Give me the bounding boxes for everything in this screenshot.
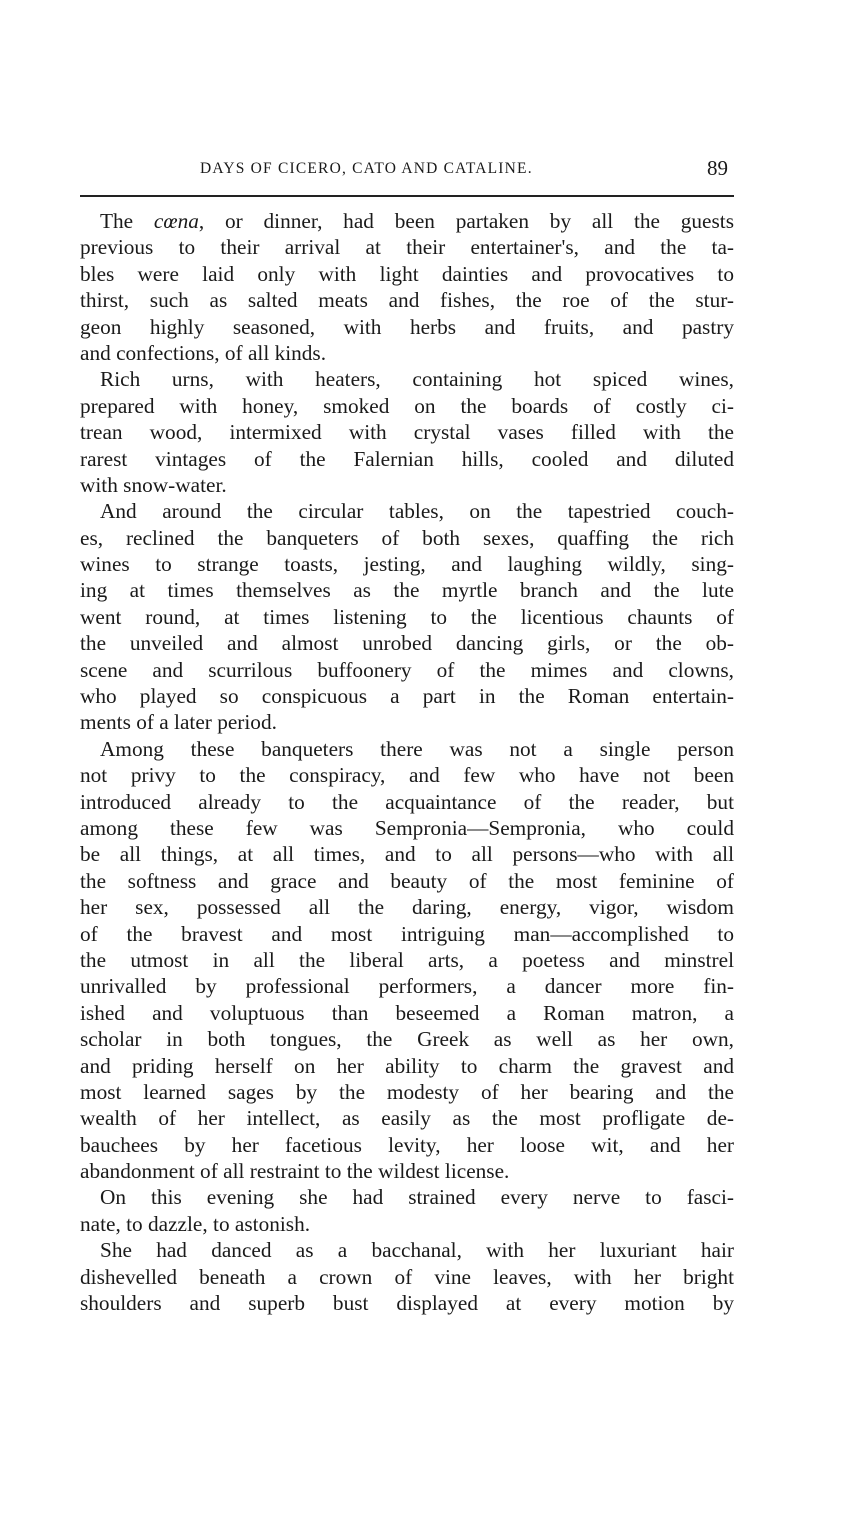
- text-line: who played so conspicuous a part in the Roman entertain-: [80, 684, 734, 709]
- text-line: nate, to dazzle, to astonish.: [80, 1211, 311, 1236]
- text-line: abandonment of all restraint to the wildest license.: [80, 1159, 510, 1184]
- text-line: be all things, at all times, and to all persons—who with all: [80, 842, 734, 867]
- text-line: scene and scurrilous buffoonery of the mimes and clowns,: [80, 657, 734, 682]
- text-line: On this evening she had strained every nerve to fasci-: [100, 1185, 734, 1210]
- text-line: previous to their arrival at their entertainer's, and the ta-: [80, 235, 734, 260]
- text-line: And around the circular tables, on the tapestried couch-: [100, 499, 734, 524]
- text-line: unrivalled by professional performers, a dancer more fin-: [80, 974, 734, 999]
- text-line: prepared with honey, smoked on the boards of costly ci-: [80, 393, 734, 418]
- text-line: the unveiled and almost unrobed dancing girls, or the ob-: [80, 631, 734, 656]
- text-line: ments of a later period.: [80, 710, 277, 735]
- text-line: and confections, of all kinds.: [80, 340, 327, 365]
- running-title: DAYS OF CICERO, CATO AND CATALINE.: [200, 160, 533, 177]
- text-line: Among these banqueters there was not a single person: [100, 736, 734, 761]
- text-line: wealth of her intellect, as easily as the most profligate de-: [80, 1106, 734, 1131]
- body-text: [80, 208, 734, 1316]
- text-line: ished and voluptuous than beseemed a Roman matron, a: [80, 1000, 734, 1025]
- text-line: shoulders and superb bust displayed at every motion by: [80, 1291, 734, 1316]
- text-line: wines to strange toasts, jesting, and laughing wildly, sing-: [80, 552, 734, 577]
- text-line: She had danced as a bacchanal, with her luxuriant hair: [100, 1238, 734, 1263]
- text-line: and priding herself on her ability to charm the gravest and: [80, 1053, 734, 1078]
- paragraph: [80, 498, 734, 736]
- text-line: the utmost in all the liberal arts, a poetess and minstrel: [80, 947, 734, 972]
- text-line: bles were laid only with light dainties and provocatives to: [80, 261, 734, 286]
- text-line: ing at times themselves as the myrtle branch and the lute: [80, 578, 734, 603]
- paragraph: [80, 366, 734, 498]
- text-line: among these few was Sempronia—Sempronia, who could: [80, 815, 734, 840]
- text-line: The cœna, or dinner, had been partaken by all the guests: [100, 209, 735, 233]
- text-line: trean wood, intermixed with crystal vases filled with the: [80, 420, 734, 445]
- text-line: most learned sages by the modesty of her bearing and the: [80, 1079, 734, 1104]
- text-line: dishevelled beneath a crown of vine leaves, with her bright: [80, 1264, 734, 1289]
- paragraph: [80, 208, 734, 366]
- text-line: rarest vintages of the Falernian hills, cooled and diluted: [80, 446, 734, 471]
- paragraph: [80, 1237, 734, 1316]
- paragraph: [80, 736, 734, 1185]
- page-number: 89: [707, 156, 728, 180]
- text-line: not privy to the conspiracy, and few who have not been: [80, 763, 734, 788]
- text-line: introduced already to the acquaintance of the reader, but: [80, 789, 734, 814]
- text-line: geon highly seasoned, with herbs and fruits, and pastry: [80, 314, 734, 339]
- text-line: of the bravest and most intriguing man—accomplished to: [80, 921, 734, 946]
- text-line: thirst, such as salted meats and fishes, the roe of the stur-: [80, 288, 734, 313]
- text-line: bauchees by her facetious levity, her loose wit, and her: [80, 1132, 734, 1157]
- text-line: Rich urns, with heaters, containing hot spiced wines,: [100, 367, 734, 392]
- running-head: [80, 156, 740, 184]
- text-line: went round, at times listening to the licentious chaunts of: [80, 604, 734, 629]
- text-line: her sex, possessed all the daring, energy, vigor, wisdom: [80, 895, 734, 920]
- text-line: with snow-water.: [80, 472, 227, 497]
- header-rule: [80, 195, 734, 197]
- latin-term: cœna: [153, 209, 199, 233]
- text-line: scholar in both tongues, the Greek as well as her own,: [80, 1027, 734, 1052]
- text-line: es, reclined the banqueters of both sexes, quaffing the rich: [80, 525, 734, 550]
- paragraph: [80, 1184, 734, 1237]
- text-line: the softness and grace and beauty of the most feminine of: [80, 868, 734, 893]
